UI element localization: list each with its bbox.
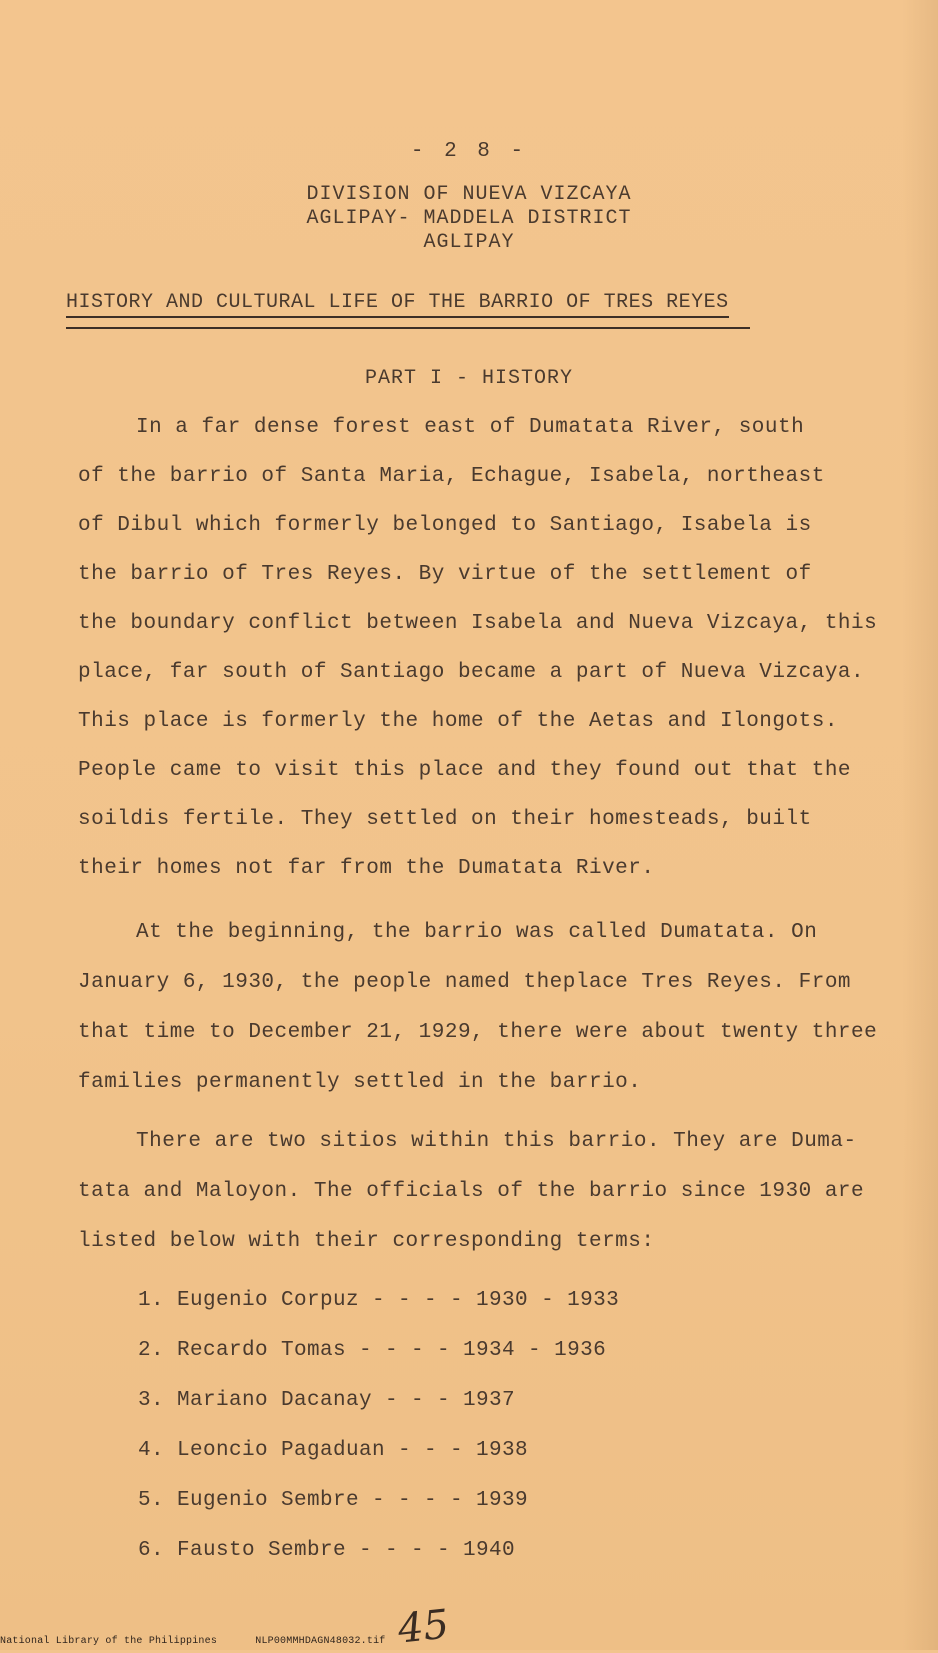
paragraph2-line: At the beginning, the barrio was called Dumatata. On [136, 921, 818, 944]
title-underline [66, 327, 750, 329]
official-list-item: 4. Leoncio Pagaduan - - - 1938 [138, 1439, 529, 1462]
paragraph1-line: their homes not far from the Dumatata River. [78, 857, 655, 880]
paragraph3-line: tata and Maloyon. The officials of the barrio since 1930 are [78, 1180, 865, 1203]
paragraph1-line: of Dibul which formerly belonged to Santiago, Isabela is [78, 514, 812, 537]
paragraph2-line: that time to December 21, 1929, there were about twenty three [78, 1021, 878, 1044]
header-division: DIVISION OF NUEVA VIZCAYA [306, 183, 632, 206]
paragraph2-line: January 6, 1930, the people named theplace Tres Reyes. From [78, 971, 852, 994]
paragraph1-line: People came to visit this place and they found out that the [78, 759, 852, 782]
paragraph3-line: There are two sitios within this barrio. They are Duma- [136, 1130, 857, 1153]
header-district: AGLIPAY- MADDELA DISTRICT [306, 207, 632, 230]
paragraph3-line: listed below with their corresponding terms: [78, 1230, 655, 1253]
paragraph1-line: This place is formerly the home of the Aetas and Ilongots. [78, 710, 838, 733]
paragraph1-line: In a far dense forest east of Dumatata River, south [136, 416, 805, 439]
part-heading: PART I - HISTORY [364, 367, 574, 390]
paragraph2-line: families permanently settled in the barrio. [78, 1071, 642, 1094]
official-list-item: 5. Eugenio Sembre - - - - 1939 [138, 1489, 529, 1512]
footer-filename: NLP00MMHDAGN48032.tif [255, 1636, 386, 1647]
header-municipality: AGLIPAY [423, 231, 515, 254]
paragraph1-line: soildis fertile. They settled on their homesteads, built [78, 808, 812, 831]
paragraph1-line: place, far south of Santiago became a part of Nueva Vizcaya. [78, 661, 865, 684]
official-list-item: 2. Recardo Tomas - - - - 1934 - 1936 [138, 1339, 607, 1362]
paragraph1-line: the boundary conflict between Isabela and Nueva Vizcaya, this [78, 612, 878, 635]
paragraph1-line: of the barrio of Santa Maria, Echague, Isabela, northeast [78, 465, 825, 488]
handwritten-page-number: 45 [395, 1601, 452, 1653]
page-number: - 2 8 - [410, 140, 528, 163]
official-list-item: 1. Eugenio Corpuz - - - - 1930 - 1933 [138, 1289, 620, 1312]
document-title: HISTORY AND CULTURAL LIFE OF THE BARRIO OF TRES REYES [66, 291, 729, 318]
footer-library: National Library of the Philippines [0, 1636, 218, 1647]
scan-footer [0, 1636, 417, 1647]
paragraph1-line: the barrio of Tres Reyes. By virtue of the settlement of [78, 563, 812, 586]
official-list-item: 6. Fausto Sembre - - - - 1940 [138, 1539, 516, 1562]
official-list-item: 3. Mariano Dacanay - - - 1937 [138, 1389, 516, 1412]
